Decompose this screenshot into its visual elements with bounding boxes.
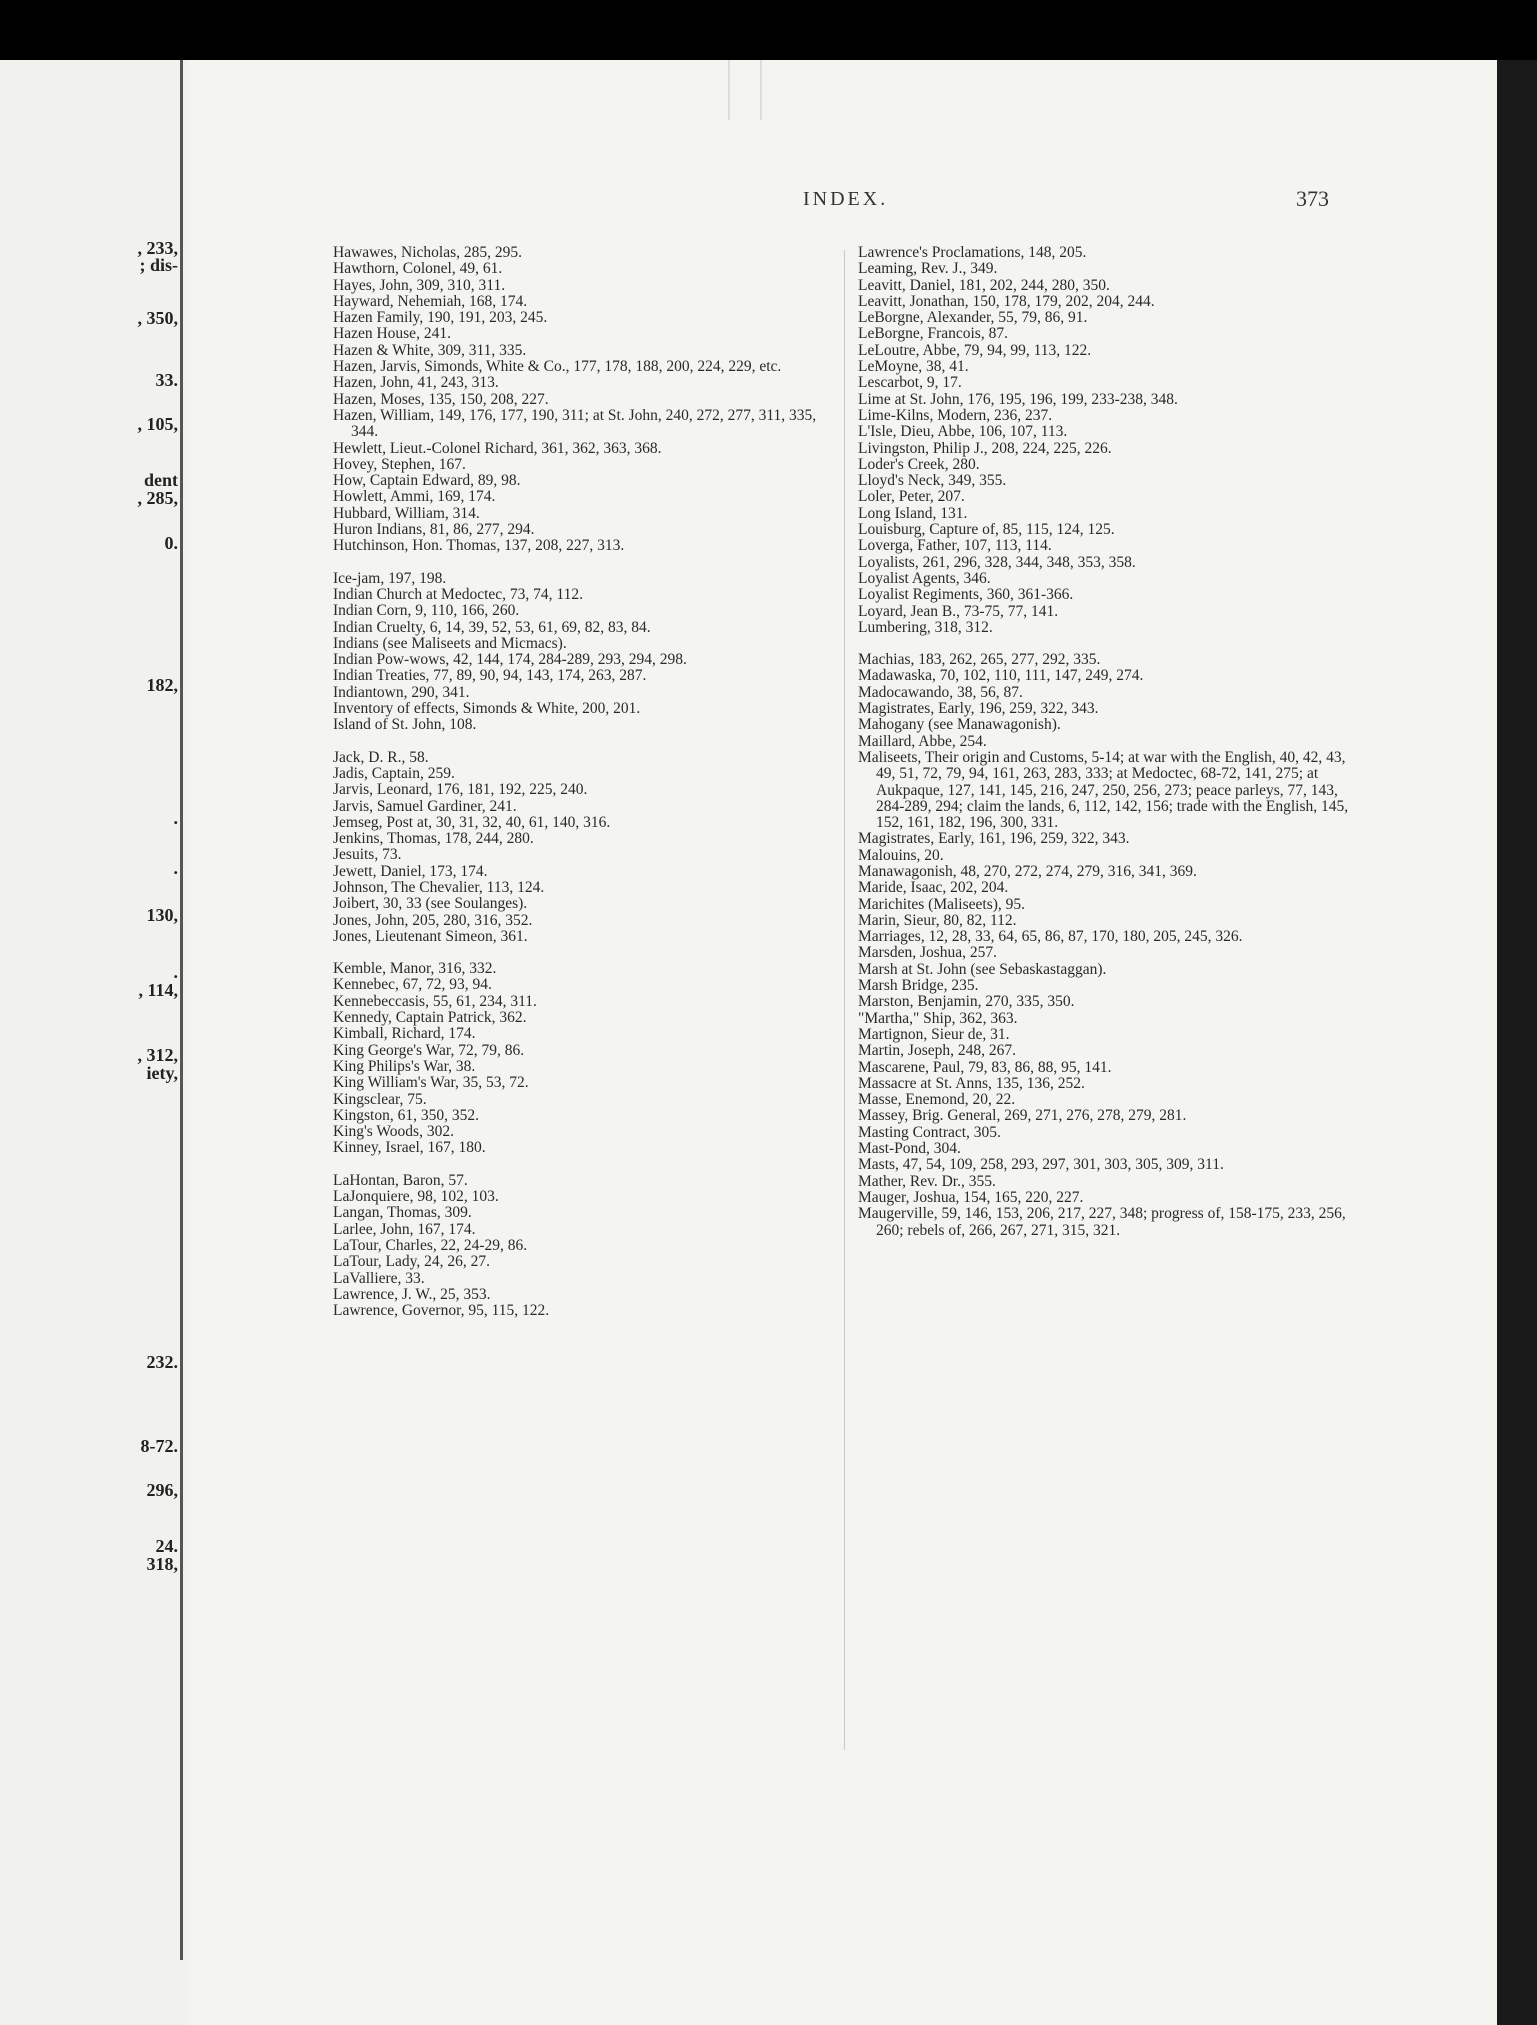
binding-thread <box>728 60 762 120</box>
left-page-fragment: ; dis- <box>139 255 178 275</box>
index-entry: Massey, Brig. General, 269, 271, 276, 278, 279, 281. <box>858 1107 1187 1125</box>
index-entry: Loyalist Regiments, 360, 361-366. <box>858 586 1074 604</box>
index-entry: Hayes, John, 309, 310, 311. <box>333 276 506 294</box>
left-page-fragment: iety, <box>146 1063 178 1083</box>
left-page-fragment: 130, <box>146 905 178 925</box>
index-entry: Jewett, Daniel, 173, 174. <box>333 862 488 880</box>
index-entry: LaJonquiere, 98, 102, 103. <box>333 1188 499 1206</box>
index-entry: LaTour, Charles, 22, 24-29, 86. <box>333 1236 528 1254</box>
index-entry: Indiantown, 290, 341. <box>333 683 470 701</box>
index-entry: King William's War, 35, 53, 72. <box>333 1074 529 1092</box>
left-page-fragment: 24. <box>155 1536 178 1556</box>
index-entry: Indian Treaties, 77, 89, 90, 94, 143, 174, 263, 287. <box>333 667 647 685</box>
index-entry: LaHontan, Baron, 57. <box>333 1171 468 1189</box>
index-entry: Lawrence's Proclamations, 148, 205. <box>858 244 1087 261</box>
left-page-fragment: , 285, <box>137 488 178 508</box>
index-entry: Jarvis, Samuel Gardiner, 241. <box>333 797 517 815</box>
left-page-fragment: 296, <box>146 1480 178 1500</box>
index-entry: Howlett, Ammi, 169, 174. <box>333 488 496 506</box>
left-page-fragment: , 114, <box>138 980 178 1000</box>
index-entry: Kimball, Richard, 174. <box>333 1025 476 1043</box>
right-page <box>188 60 1537 2025</box>
index-entry: Lescarbot, 9, 17. <box>858 374 962 392</box>
index-entry: Loler, Peter, 207. <box>858 488 965 506</box>
index-column-right <box>858 245 1353 1255</box>
index-entry: Masse, Enemond, 20, 22. <box>858 1091 1016 1109</box>
left-page-fragment: , 233, <box>137 238 178 258</box>
index-entry: Indians (see Maliseets and Micmacs). <box>333 634 567 652</box>
index-letter-group <box>333 245 833 555</box>
index-entry: LaValliere, 33. <box>333 1269 425 1287</box>
left-page-fragment: 8-72. <box>140 1436 178 1456</box>
index-entry: Larlee, John, 167, 174. <box>333 1220 476 1238</box>
index-entry: Kennedy, Captain Patrick, 362. <box>333 1009 527 1027</box>
index-entry: Loder's Creek, 280. <box>858 455 980 473</box>
index-entry: Loyard, Jean B., 73-75, 77, 141. <box>858 602 1059 620</box>
index-entry: Lime-Kilns, Modern, 236, 237. <box>858 406 1053 424</box>
index-entry: Marichites (Maliseets), 95. <box>858 895 1026 913</box>
index-entry: Louisburg, Capture of, 85, 115, 124, 125. <box>858 521 1115 539</box>
index-entry: Leaming, Rev. J., 349. <box>858 260 998 278</box>
index-entry: Island of St. John, 108. <box>333 716 477 734</box>
index-letter-group <box>333 961 833 1157</box>
left-page-fragment: 182, <box>146 675 178 695</box>
index-entry: Kingston, 61, 350, 352. <box>333 1106 479 1124</box>
index-entry: Jarvis, Leonard, 176, 181, 192, 225, 240. <box>333 781 588 799</box>
column-divider <box>844 250 845 1750</box>
index-column-left <box>333 245 833 1335</box>
index-entry: Kingsclear, 75. <box>333 1090 427 1108</box>
index-entry: Hazen, William, 149, 176, 177, 190, 311; at St. John, 240, 272, 277, 311, 335, 344. <box>333 406 817 441</box>
index-entry: Hazen, Jarvis, Simonds, White & Co., 177, 178, 188, 200, 224, 229, etc. <box>333 358 782 376</box>
left-page-fragment: 232. <box>146 1352 178 1372</box>
page-number: 373 <box>1296 186 1329 211</box>
index-entry: Inventory of effects, Simonds & White, 200, 201. <box>333 700 641 718</box>
index-entry: Hubbard, William, 314. <box>333 504 480 522</box>
left-page-fragment: dent <box>143 470 178 490</box>
index-entry: Mascarene, Paul, 79, 83, 86, 88, 95, 141. <box>858 1058 1112 1076</box>
index-entry: Hazen & White, 309, 311, 335. <box>333 341 527 359</box>
left-page-fragment: 0. <box>164 533 178 553</box>
index-entry: Ice-jam, 197, 198. <box>333 569 447 587</box>
index-entry: Maride, Isaac, 202, 204. <box>858 879 1009 897</box>
index-entry: How, Captain Edward, 89, 98. <box>333 472 521 490</box>
index-letter-group <box>333 750 833 946</box>
index-entry: Marston, Benjamin, 270, 335, 350. <box>858 993 1075 1011</box>
index-entry: Hovey, Stephen, 167. <box>333 455 466 473</box>
left-page-fragment: . <box>173 808 178 828</box>
index-entry: Jesuits, 73. <box>333 846 402 864</box>
page-header <box>188 188 1537 218</box>
index-entry: LaTour, Lady, 24, 26, 27. <box>333 1253 490 1271</box>
index-letter-group <box>333 571 833 734</box>
index-entry: Martignon, Sieur de, 31. <box>858 1025 1010 1043</box>
index-entry: Lloyd's Neck, 349, 355. <box>858 472 1007 490</box>
index-entry: Lumbering, 318, 312. <box>858 618 993 636</box>
running-head: INDEX. <box>803 188 889 210</box>
index-entry: Manawagonish, 48, 270, 272, 274, 279, 316, 341, 369. <box>858 862 1197 880</box>
index-entry: Hawawes, Nicholas, 285, 295. <box>333 244 522 261</box>
left-page-fragment: 33. <box>155 370 178 390</box>
index-entry: Johnson, The Chevalier, 113, 124. <box>333 878 545 896</box>
index-entry: Hazen, John, 41, 243, 313. <box>333 374 499 392</box>
index-entry: Machias, 183, 262, 265, 277, 292, 335. <box>858 651 1101 669</box>
index-entry: Maugerville, 59, 146, 153, 206, 217, 227, 348; progress of, 158-175, 233, 256, 260; rebels of, 266, 267, 271, 315, 321. <box>858 1205 1346 1239</box>
left-page-fragment: , 312, <box>137 1045 178 1065</box>
index-entry: Malouins, 20. <box>858 846 944 864</box>
left-page-fragment: . <box>173 858 178 878</box>
index-entry: Kinney, Israel, 167, 180. <box>333 1139 486 1157</box>
index-letter-group <box>858 652 1353 1239</box>
index-entry: Masting Contract, 305. <box>858 1123 1001 1141</box>
index-entry: Mather, Rev. Dr., 355. <box>858 1172 996 1190</box>
index-entry: Martin, Joseph, 248, 267. <box>858 1042 1017 1060</box>
index-entry: LeBorgne, Francois, 87. <box>858 325 1008 343</box>
index-entry: Magistrates, Early, 161, 196, 259, 322, 343. <box>858 830 1130 848</box>
index-entry: Magistrates, Early, 196, 259, 322, 343. <box>858 700 1099 718</box>
index-entry: Madawaska, 70, 102, 110, 111, 147, 249, 274. <box>858 667 1144 685</box>
index-entry: Lawrence, J. W., 25, 353. <box>333 1285 491 1303</box>
index-entry: Leavitt, Daniel, 181, 202, 244, 280, 350. <box>858 276 1110 294</box>
index-entry: King Philips's War, 38. <box>333 1057 476 1075</box>
index-letter-group <box>333 1173 833 1320</box>
index-entry: "Martha," Ship, 362, 363. <box>858 1009 1018 1027</box>
index-entry: Indian Pow-wows, 42, 144, 174, 284-289, 293, 294, 298. <box>333 651 687 669</box>
page-gutter <box>180 60 183 1960</box>
index-entry: Maliseets, Their origin and Customs, 5-14; at war with the English, 40, 42, 43, 49, 51, 72, 79, 94, 161, 263, 283, 333; at Medoctec, 68-72, 141, 275; at Aukpaque, 127, 141, 145, 216, 247, 250, 256, 273; peace parleys, 77, 143, 284-289, 294; claim the lands, 6, 112, 142, 156; trade with the English, 145, 152, 161, 182, 196, 300, 331. <box>858 748 1349 832</box>
index-entry: Joibert, 30, 33 (see Soulanges). <box>333 895 528 913</box>
index-letter-group <box>858 245 1353 636</box>
right-page-shadow <box>1497 60 1537 2025</box>
index-entry: Kemble, Manor, 316, 332. <box>333 960 497 978</box>
index-entry: Hazen House, 241. <box>333 325 451 343</box>
index-entry: Mahogany (see Manawagonish). <box>858 716 1061 734</box>
index-entry: Hazen, Moses, 135, 150, 208, 227. <box>333 390 549 408</box>
index-entry: LeMoyne, 38, 41. <box>858 358 969 376</box>
index-entry: Jones, John, 205, 280, 316, 352. <box>333 911 533 929</box>
index-entry: Loverga, Father, 107, 113, 114. <box>858 537 1052 555</box>
left-page-fragment: 318, <box>146 1554 178 1574</box>
index-entry: L'Isle, Dieu, Abbe, 106, 107, 113. <box>858 423 1068 441</box>
index-entry: Langan, Thomas, 309. <box>333 1204 472 1222</box>
index-entry: Mauger, Joshua, 154, 165, 220, 227. <box>858 1188 1084 1206</box>
index-entry: Hazen Family, 190, 191, 203, 245. <box>333 309 548 327</box>
index-entry: Long Island, 131. <box>858 504 968 522</box>
index-entry: Indian Church at Medoctec, 73, 74, 112. <box>333 585 583 603</box>
index-entry: Massacre at St. Anns, 135, 136, 252. <box>858 1074 1085 1092</box>
index-entry: Hayward, Nehemiah, 168, 174. <box>333 292 528 310</box>
left-page-fragment: , 105, <box>137 414 178 434</box>
left-page-fragment: , 350, <box>137 308 178 328</box>
index-entry: Hewlett, Lieut.-Colonel Richard, 361, 362, 363, 368. <box>333 439 662 457</box>
index-entry: Loyalists, 261, 296, 328, 344, 348, 353, 358. <box>858 553 1136 571</box>
index-entry: Maillard, Abbe, 254. <box>858 732 987 750</box>
index-entry: King's Woods, 302. <box>333 1123 454 1141</box>
index-entry: Marsh Bridge, 235. <box>858 977 979 995</box>
index-entry: Marriages, 12, 28, 33, 64, 65, 86, 87, 170, 180, 205, 245, 326. <box>858 928 1243 946</box>
index-entry: Mast-Pond, 304. <box>858 1140 961 1158</box>
index-entry: Jadis, Captain, 259. <box>333 764 455 782</box>
left-page-fragment: . <box>173 962 178 982</box>
index-entry: Marsh at St. John (see Sebaskastaggan). <box>858 960 1107 978</box>
index-entry: Kennebec, 67, 72, 93, 94. <box>333 976 492 994</box>
index-entry: Jemseg, Post at, 30, 31, 32, 40, 61, 140, 316. <box>333 813 611 831</box>
index-entry: Loyalist Agents, 346. <box>858 569 991 587</box>
index-entry: Jenkins, Thomas, 178, 244, 280. <box>333 830 534 848</box>
index-entry: Jack, D. R., 58. <box>333 748 429 766</box>
index-entry: Madocawando, 38, 56, 87. <box>858 683 1023 701</box>
index-entry: Marin, Sieur, 80, 82, 112. <box>858 911 1017 929</box>
index-entry: Masts, 47, 54, 109, 258, 293, 297, 301, 303, 305, 309, 311. <box>858 1156 1224 1174</box>
index-entry: Huron Indians, 81, 86, 277, 294. <box>333 521 535 539</box>
index-entry: Hawthorn, Colonel, 49, 61. <box>333 260 503 278</box>
index-entry: Lime at St. John, 176, 195, 196, 199, 233-238, 348. <box>858 390 1178 408</box>
index-entry: Livingston, Philip J., 208, 224, 225, 226. <box>858 439 1112 457</box>
index-entry: Hutchinson, Hon. Thomas, 137, 208, 227, 313. <box>333 537 625 555</box>
index-entry: LeBorgne, Alexander, 55, 79, 86, 91. <box>858 309 1088 327</box>
index-entry: Lawrence, Governor, 95, 115, 122. <box>333 1302 550 1320</box>
index-entry: Leavitt, Jonathan, 150, 178, 179, 202, 204, 244. <box>858 292 1155 310</box>
index-entry: LeLoutre, Abbe, 79, 94, 99, 113, 122. <box>858 341 1092 359</box>
index-entry: Marsden, Joshua, 257. <box>858 944 998 962</box>
index-entry: Kennebeccasis, 55, 61, 234, 311. <box>333 992 537 1010</box>
index-entry: Indian Corn, 9, 110, 166, 260. <box>333 602 520 620</box>
index-entry: Jones, Lieutenant Simeon, 361. <box>333 927 528 945</box>
left-page <box>0 60 188 2025</box>
index-entry: King George's War, 72, 79, 86. <box>333 1041 525 1059</box>
index-entry: Indian Cruelty, 6, 14, 39, 52, 53, 61, 69, 82, 83, 84. <box>333 618 651 636</box>
